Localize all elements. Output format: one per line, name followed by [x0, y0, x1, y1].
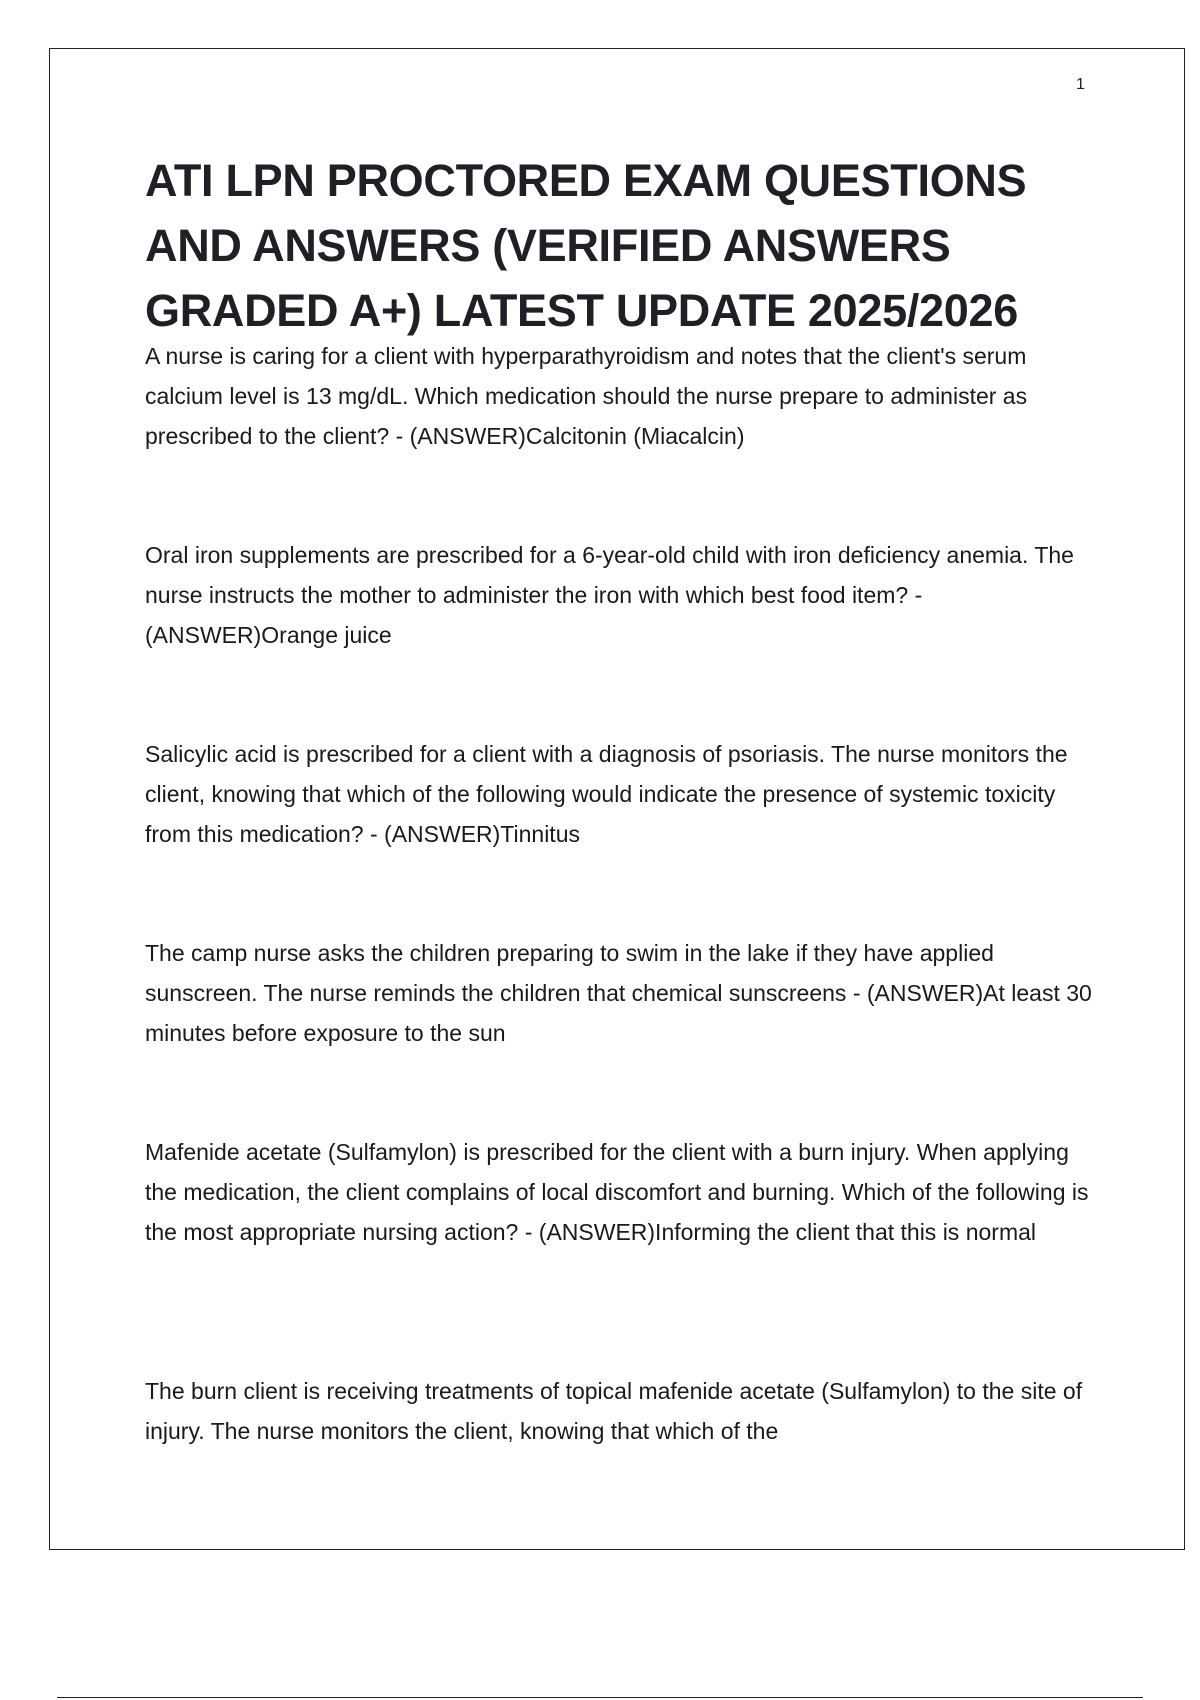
qa-item: [145, 336, 1095, 456]
qa-item: [145, 535, 1095, 655]
document-title: ATI LPN PROCTORED EXAM QUESTIONS AND ANSWERS (VERIFIED ANSWERS GRADED A+) LATEST UPDATE 2025/2026: [145, 155, 1027, 336]
page-divider: [57, 1697, 1143, 1698]
qa-item: [145, 734, 1095, 854]
question-text: The camp nurse asks the children preparing to swim in the lake if they have applied sunscreen. The nurse reminds the children that chemical sunscreens -: [145, 940, 994, 1006]
qa-item: [145, 1132, 1095, 1252]
question-text: Mafenide acetate (Sulfamylon) is prescribed for the client with a burn injury. When applying the medication, the client complains of local discomfort and burning. Which of the following is the most appropriate nursing action? -: [145, 1139, 1089, 1245]
answer-text: (ANSWER)At least 30 minutes before exposure to the sun: [145, 980, 1092, 1046]
question-text: Oral iron supplements are prescribed for a 6-year-old child with iron deficiency anemia. The nurse instructs the mother to administer the iron with which best food item? -: [145, 542, 1074, 608]
question-text: A nurse is caring for a client with hyperparathyroidism and notes that the client's serum calcium level is 13 mg/dL. Which medication should the nurse prepare to administer as prescribed to the client? -: [145, 343, 1028, 449]
page-number: 1: [1076, 76, 1085, 93]
answer-text: (ANSWER)Orange juice: [145, 622, 392, 648]
qa-item: [145, 933, 1095, 1053]
answer-text: (ANSWER)Informing the client that this is normal: [538, 1219, 1036, 1245]
qa-item: [145, 1371, 1095, 1451]
question-text: Salicylic acid is prescribed for a client with a diagnosis of psoriasis. The nurse monitors the client, knowing that which of the following would indicate the presence of systemic toxicity from this medication? -: [145, 741, 1068, 847]
question-text: The burn client is receiving treatments of topical mafenide acetate (Sulfamylon) to the site of injury. The nurse monitors the client, knowing that which of the: [145, 1378, 1083, 1444]
answer-text: (ANSWER)Calcitonin (Miacalcin): [409, 423, 745, 449]
answer-text: (ANSWER)Tinnitus: [384, 821, 580, 847]
